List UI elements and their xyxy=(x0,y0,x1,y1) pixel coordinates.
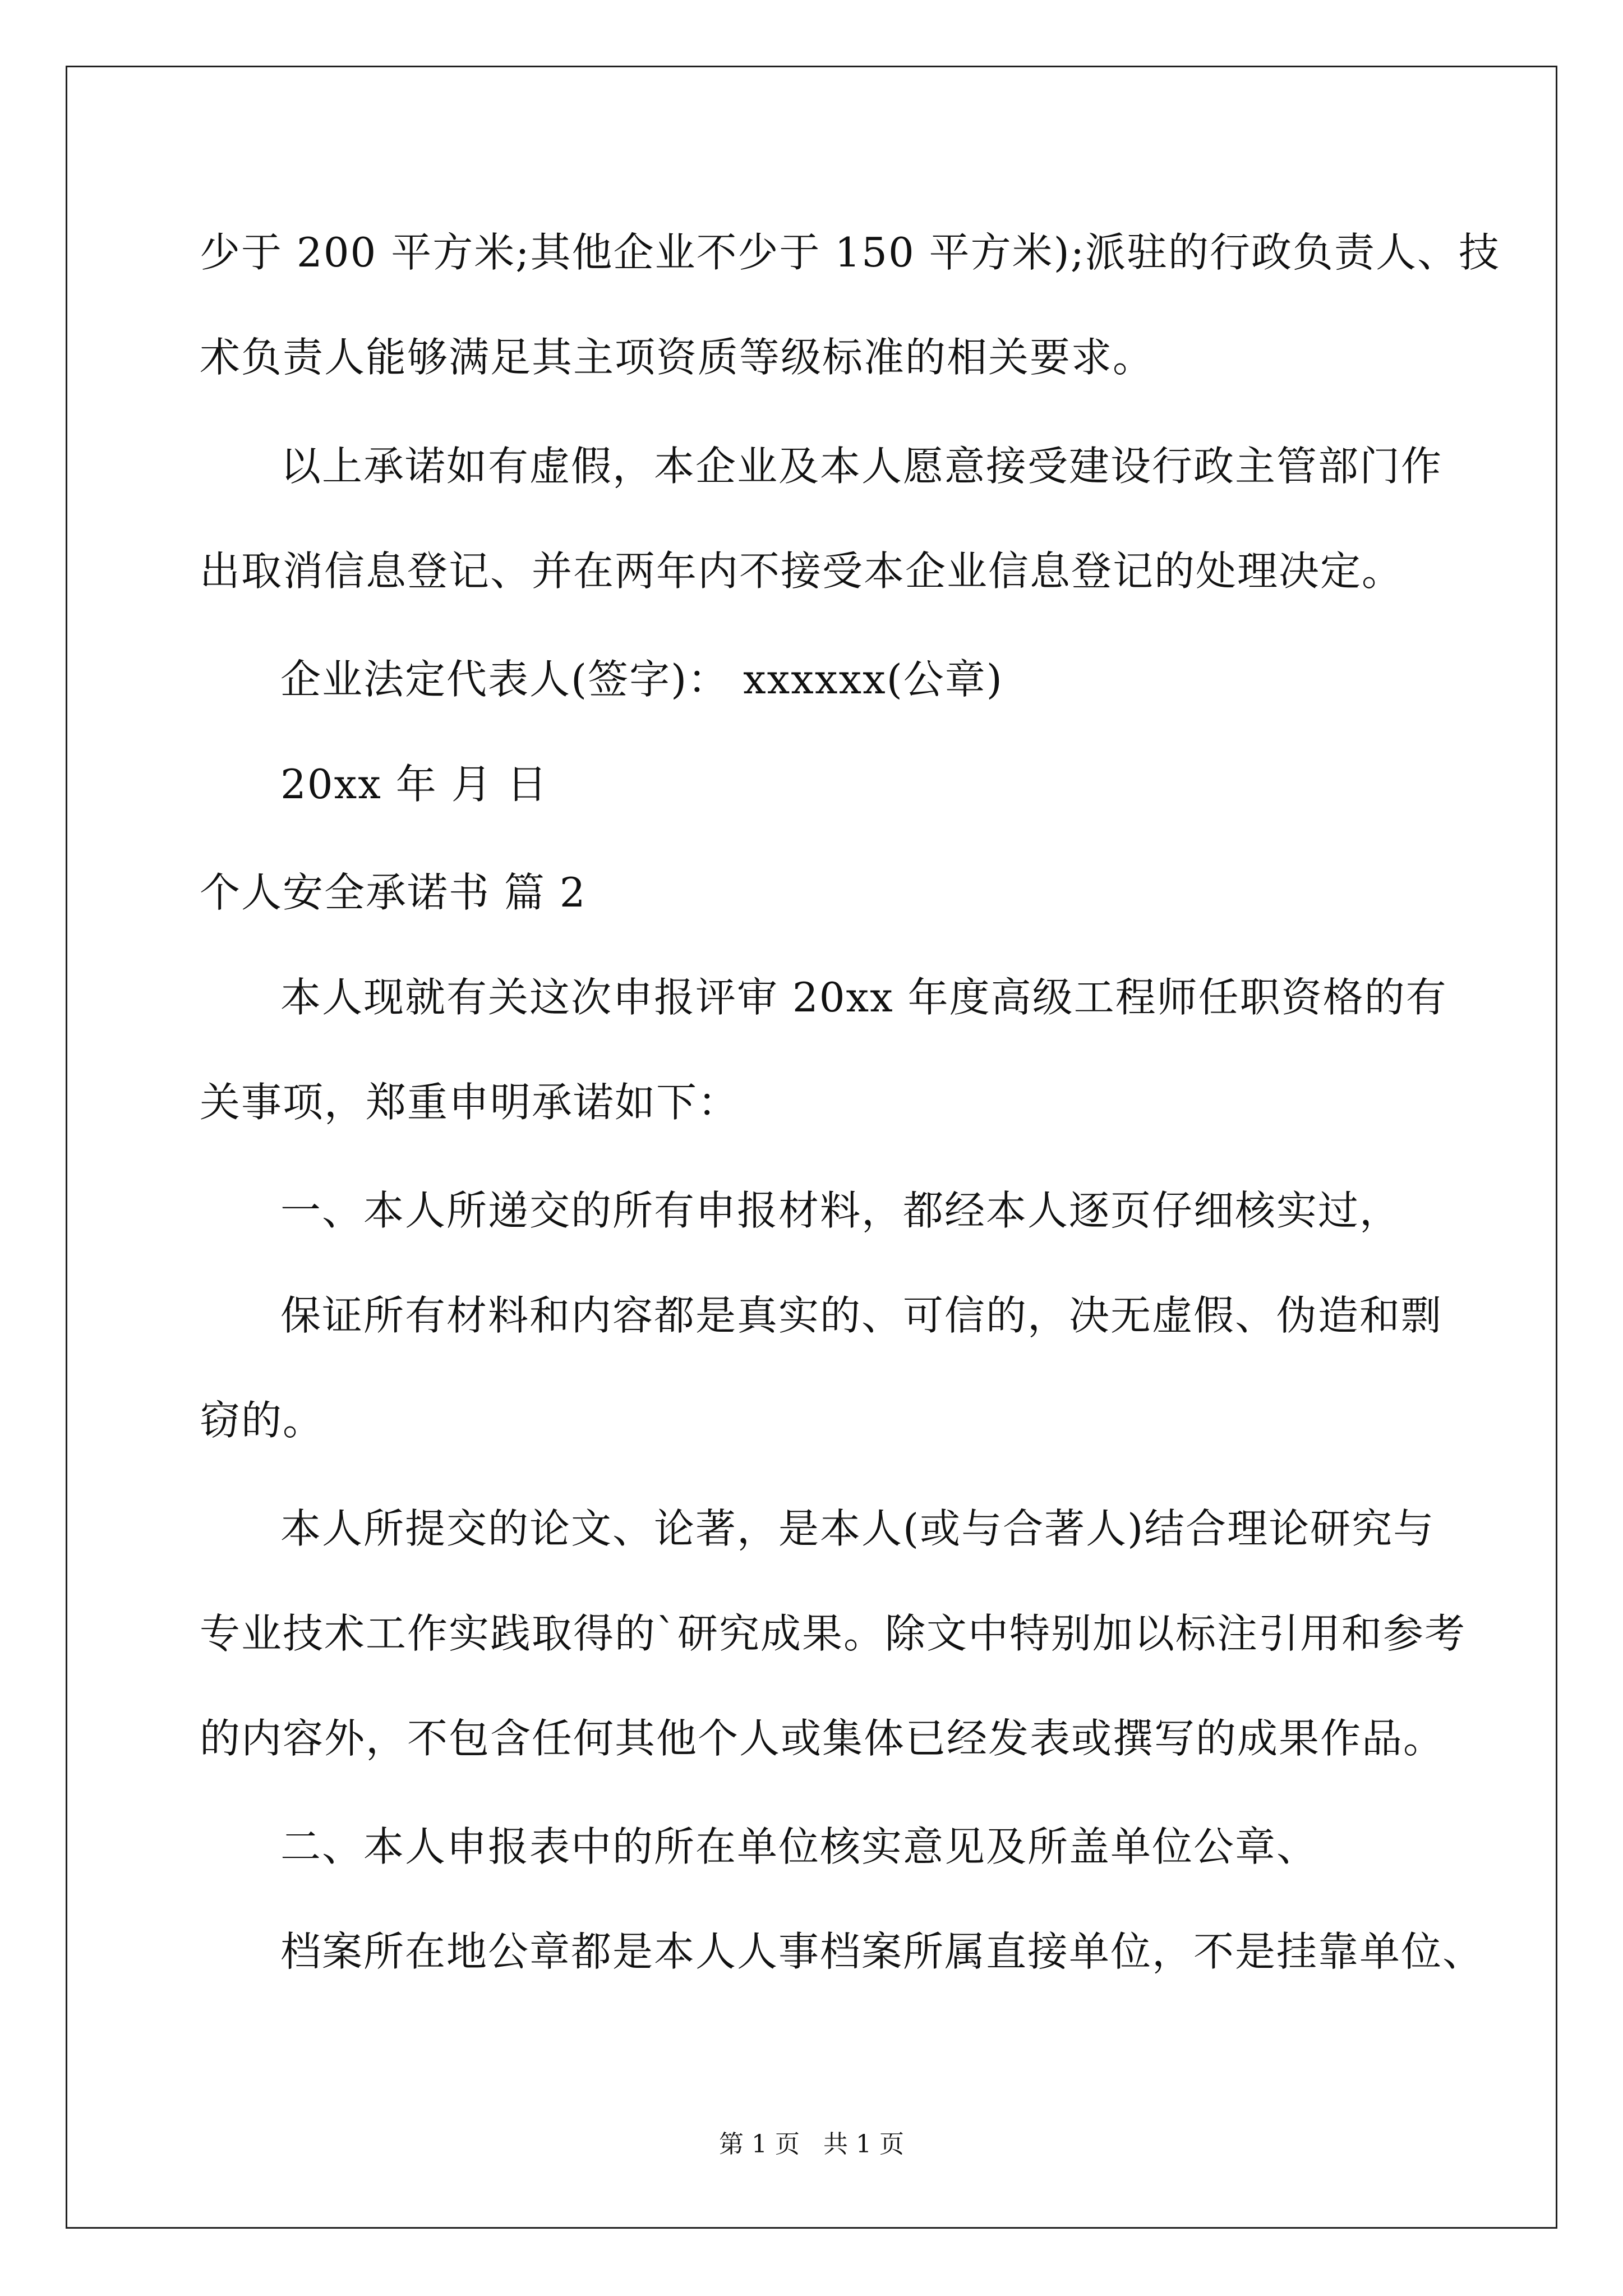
body-line-16: 二、本人申报表中的所在单位核实意见及所盖单位公章、 xyxy=(280,1823,1318,1870)
body-line-8: 本人现就有关这次申报评审 20xx 年度高级工程师任职资格的有 xyxy=(280,974,1447,1021)
body-line-2: 术负责人能够满足其主项资质等级标准的相关要求。 xyxy=(200,334,1155,381)
body-line-17: 档案所在地公章都是本人人事档案所属直接单位，不是挂靠单位、 xyxy=(280,1928,1484,1975)
body-line-11: 保证所有材料和内容都是真实的、可信的，决无虚假、伪造和剽 xyxy=(280,1292,1443,1339)
body-line-13: 本人所提交的论文、论著，是本人(或与合著人)结合理论研究与 xyxy=(280,1505,1435,1552)
body-line-14: 专业技术工作实践取得的`研究成果。除文中特别加以标注引用和参考 xyxy=(200,1610,1467,1657)
signature-line: 企业法定代表人(签字)： xxxxxx(公章) xyxy=(280,656,1003,703)
page-footer xyxy=(0,2129,1623,2160)
body-line-3: 以上承诺如有虚假，本企业及本人愿意接受建设行政主管部门作 xyxy=(280,443,1443,490)
body-line-1: 少于 200 平方米;其他企业不少于 150 平方米);派驻的行政负责人、技 xyxy=(200,229,1501,276)
date-line: 20xx 年 月 日 xyxy=(280,761,548,808)
section-heading: 个人安全承诺书 篇 2 xyxy=(200,869,587,916)
page-border xyxy=(66,66,1557,2229)
body-line-10: 一、本人所递交的所有申报材料，都经本人逐页仔细核实过， xyxy=(280,1187,1401,1234)
body-line-12: 窃的。 xyxy=(200,1397,325,1444)
page-total: 共 1 页 xyxy=(823,2130,904,2159)
page-number: 第 1 页 xyxy=(719,2130,800,2159)
body-line-15: 的内容外，不包含任何其他个人或集体已经发表或撰写的成果作品。 xyxy=(200,1715,1445,1762)
body-line-4: 出取消信息登记、并在两年内不接受本企业信息登记的处理决定。 xyxy=(200,547,1404,595)
body-line-9: 关事项，郑重申明承诺如下： xyxy=(200,1079,740,1126)
